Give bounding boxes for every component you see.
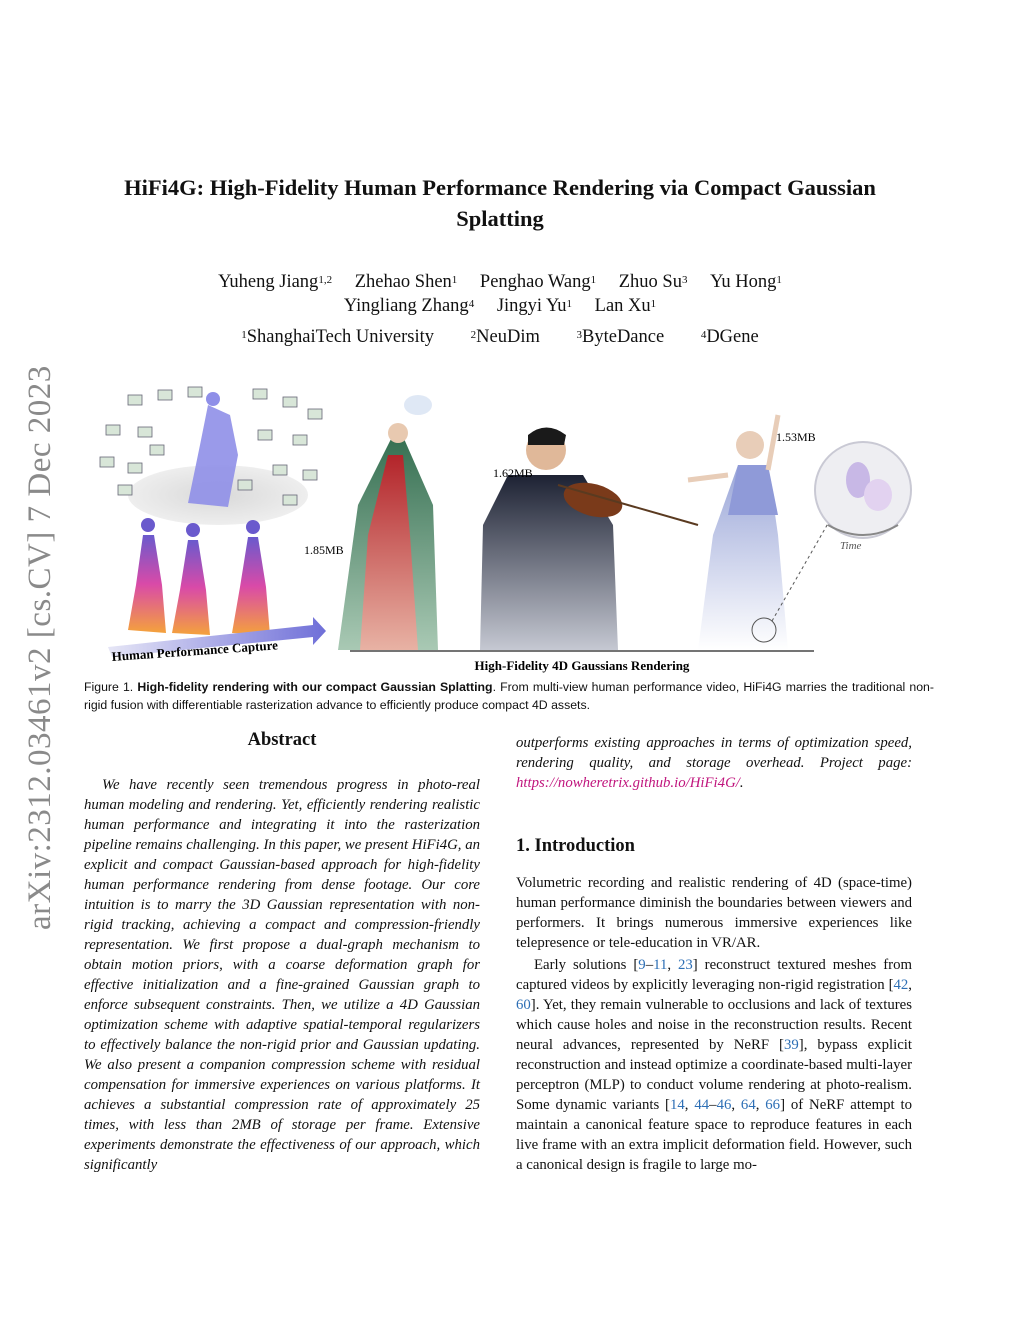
citation[interactable]: 9 (638, 957, 646, 973)
citation[interactable]: 64 (740, 1097, 756, 1113)
teaser-figure (88, 385, 928, 675)
author: Penghao Wang$^1$ (479, 272, 597, 292)
affiliation: $^1$ShanghaiTech University (241, 327, 435, 347)
teaser-illustration (88, 385, 928, 675)
introduction-heading: 1. Introduction (516, 836, 635, 856)
violinist-illustration (480, 428, 698, 651)
violinist-size-label: 1.62MB (493, 466, 533, 480)
authors-line-2 (90, 294, 910, 318)
girl-size-label: 1.53MB (776, 430, 816, 444)
citation[interactable]: 66 (765, 1097, 781, 1113)
citation[interactable]: 14 (670, 1097, 685, 1113)
intro-paragraph-1: Volumetric recording and realistic rendering of 4D (space-time) human performance diminish the boundaries between viewers and performers. It brings numerous immersive experiences like telepresence or tele-education in VR/AR. (516, 875, 912, 951)
time-label: Time (840, 540, 862, 552)
project-page-link[interactable]: https://nowheretrix.github.io/HiFi4G/ (516, 775, 740, 791)
author: Yingliang Zhang$^4$ (343, 296, 475, 316)
author: Jingyi Yu$^1$ (496, 296, 573, 316)
figure-caption: Figure 1. High-fidelity rendering with our compact Gaussian Splatting. From multi-view human performance video, HiFi4G marries the traditional non-rigid fusion with differentiable rasterization advance to efficiently produce compact 4D assets. (84, 680, 934, 712)
capture-dome-illustration (100, 387, 322, 525)
affiliation: $^2$NeuDim (470, 327, 540, 347)
author: Zhehao Shen$^1$ (354, 272, 458, 292)
affiliations (90, 325, 910, 349)
author: Zhuo Su$^3$ (618, 272, 688, 292)
abstract-continued: outperforms existing approaches in terms of optimization speed, rendering quality, and storage overhead. Project page: https://nowheretrix.github.io/HiFi4G/. (516, 735, 912, 791)
dancer-size-label: 1.85MB (304, 543, 344, 557)
citation[interactable]: 60 (516, 997, 531, 1013)
arxiv-stamp: arXiv:2312.03461v2 [cs.CV] 7 Dec 2023 (22, 365, 58, 930)
author: Lan Xu$^1$ (594, 296, 657, 316)
human-performance-capture-label: Human Performance Capture (111, 637, 279, 664)
citation[interactable]: 42 (893, 977, 909, 993)
citation[interactable]: 11 (653, 957, 668, 973)
affiliation: $^3$ByteDance (576, 327, 665, 347)
girl-dancer-illustration (688, 415, 911, 650)
citation[interactable]: 46 (716, 1097, 732, 1113)
authors-line-1 (90, 270, 910, 294)
abstract-heading: Abstract (247, 730, 317, 750)
rendering-label: High-Fidelity 4D Gaussians Rendering (474, 658, 690, 673)
author: Yu Hong$^1$ (710, 272, 782, 292)
affiliation: $^4$DGene (700, 327, 759, 347)
captured-humans-illustration (108, 518, 326, 657)
citation[interactable]: 44 (694, 1097, 710, 1113)
abstract-text: We have recently seen tremendous progress in photo-real human modeling and rendering. Yet, efficiently rendering realistic human performance and integrating it into the rasterization pipeline remains challenging. In this paper, we present HiFi4G, an explicit and compact Gaussian-based approach for high-fidelity human performance rendering from dense footage. Our core intuition is to marry the 3D Gaussian representation with non-rigid tracking, achieving a compact and compression-friendly representation. We first propose a dual-graph mechanism to obtain motion priors, with a coarse deformation graph for effective initialization and a fine-grained Gaussian graph to enforce subsequent constraints. Then, we utilize a 4D Gaussian optimization scheme with adaptive spatial-temporal regularizers to effectively balance the non-rigid prior and Gaussian updating. We also present a companion compression scheme with residual compensation for immersive experiences on various platforms. It achieves a substantial compression rate of approximately 25 times, with less than 2MB of storage per frame. Extensive experiments demonstrate the effectiveness of our approach, which significantly (84, 777, 480, 1173)
paper-title: HiFi4G: High-Fidelity Human Performance Rendering via Compact Gaussian Splatting (124, 175, 876, 231)
citation[interactable]: 39 (783, 1037, 799, 1053)
author: Yuheng Jiang$^{1,2}$ (218, 272, 333, 292)
dancer-illustration (338, 395, 438, 650)
intro-paragraph-2: Early solutions [9–11, 23] reconstruct textured meshes from captured videos by explicitly leveraging non-rigid registration [42, 60]. Yet, they remain vulnerable to occlusions and lack of textures which cause holes and noise in the reconstruction results. Recent neural advances, represented by NeRF [39], bypass explicit reconstruction and instead optimize a coordinate-based multi-layer perceptron (MLP) to conduct volume rendering at photo-realism. Some dynamic variants [14, 44–46, 64, 66] of NeRF attempt to maintain a canonical feature space to reproduce features in each live frame with an extra implicit deformation field. However, such a canonical design is fragile to large mo- (516, 957, 912, 1173)
citation[interactable]: 23 (678, 957, 693, 973)
